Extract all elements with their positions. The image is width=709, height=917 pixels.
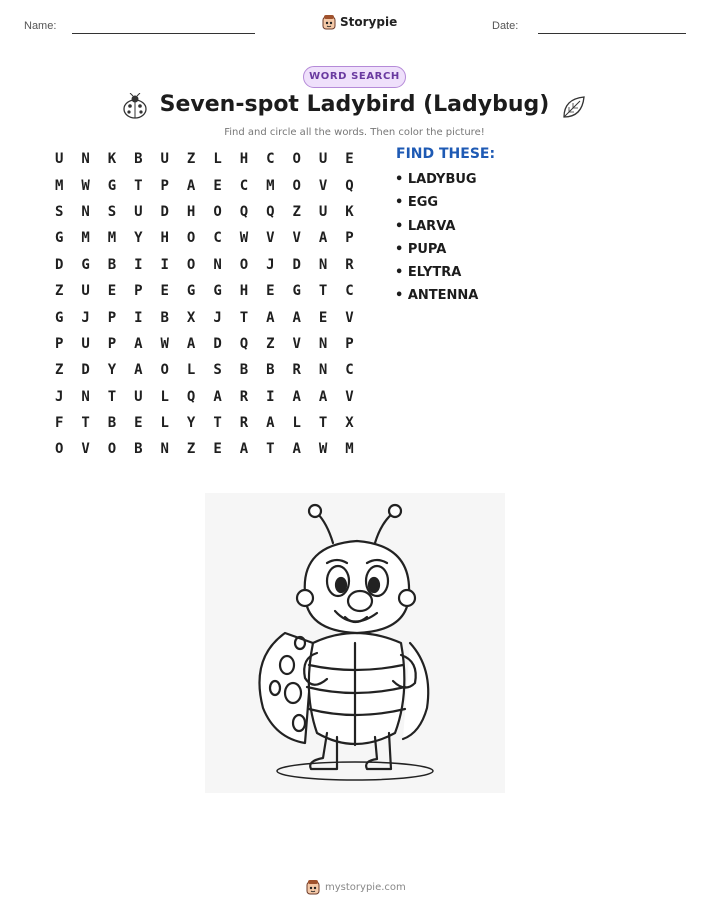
- grid-letter[interactable]: I: [134, 256, 143, 273]
- grid-letter[interactable]: Z: [54, 283, 64, 300]
- grid-letter[interactable]: Y: [107, 362, 117, 379]
- grid-letter[interactable]: N: [81, 203, 90, 220]
- grid-letter[interactable]: E: [107, 283, 117, 300]
- grid-letter[interactable]: C: [266, 151, 275, 168]
- grid-letter[interactable]: X: [186, 309, 196, 326]
- grid-letter[interactable]: R: [239, 388, 249, 405]
- grid-letter[interactable]: E: [213, 177, 222, 194]
- word-item: • EGG: [395, 195, 439, 211]
- grid-letter[interactable]: I: [266, 388, 275, 405]
- grid-letter[interactable]: A: [318, 230, 328, 247]
- date-label: Date:: [492, 20, 519, 32]
- grid-letter[interactable]: O: [186, 256, 196, 273]
- grid-letter[interactable]: S: [213, 362, 222, 379]
- grid-letter[interactable]: B: [239, 362, 249, 379]
- grid-letter[interactable]: G: [54, 230, 64, 247]
- grid-letter[interactable]: I: [160, 256, 169, 273]
- word-item: • LARVA: [395, 218, 456, 234]
- grid-letter[interactable]: O: [107, 441, 117, 458]
- grid-letter[interactable]: V: [318, 177, 328, 194]
- page-title: Seven-spot Ladybird (Ladybug): [159, 92, 550, 117]
- word-item: • ANTENNA: [395, 288, 479, 304]
- grid-letter[interactable]: N: [81, 388, 90, 405]
- grid-letter[interactable]: Z: [186, 151, 196, 168]
- grid-letter[interactable]: T: [239, 309, 249, 326]
- grid-letter[interactable]: H: [186, 203, 196, 220]
- grid-letter[interactable]: Q: [239, 335, 249, 352]
- storypie-mascot-icon: [306, 879, 320, 895]
- grid-letter[interactable]: B: [134, 441, 143, 458]
- grid-letter[interactable]: O: [186, 230, 196, 247]
- word-list: [395, 172, 478, 312]
- grid-letter[interactable]: P: [345, 230, 354, 247]
- grid-letter[interactable]: G: [292, 283, 301, 300]
- grid-letter[interactable]: B: [107, 256, 117, 273]
- grid-letter[interactable]: G: [213, 283, 222, 300]
- grid-letter[interactable]: B: [134, 151, 143, 168]
- grid-letter[interactable]: Z: [186, 441, 196, 458]
- grid-letter[interactable]: N: [318, 362, 328, 379]
- brand-name: Storypie: [340, 15, 398, 29]
- grid-letter[interactable]: M: [81, 230, 90, 247]
- leaf-icon: [560, 93, 588, 121]
- grid-letter[interactable]: T: [318, 283, 328, 300]
- grid-letter[interactable]: U: [81, 283, 90, 300]
- storypie-mascot-icon: [322, 14, 336, 30]
- grid-letter[interactable]: U: [318, 151, 328, 168]
- grid-letter[interactable]: Z: [292, 203, 301, 220]
- grid-letter[interactable]: Q: [345, 177, 354, 194]
- grid-letter[interactable]: P: [54, 335, 64, 352]
- grid-letter[interactable]: A: [239, 441, 249, 458]
- footer: [306, 879, 406, 895]
- word-item: • PUPA: [395, 241, 447, 257]
- grid-letter[interactable]: O: [292, 151, 301, 168]
- grid-letter[interactable]: T: [107, 388, 117, 405]
- footer-url[interactable]: mystorypie.com: [325, 881, 406, 893]
- grid-letter[interactable]: N: [160, 441, 169, 458]
- grid-letter[interactable]: W: [81, 177, 90, 194]
- grid-letter[interactable]: D: [292, 256, 301, 273]
- grid-letter[interactable]: E: [134, 415, 143, 432]
- grid-letter[interactable]: E: [318, 309, 328, 326]
- grid-letter[interactable]: J: [81, 309, 90, 326]
- grid-letter[interactable]: J: [266, 256, 275, 273]
- grid-letter[interactable]: N: [318, 335, 328, 352]
- word-search-badge: WORD SEARCH: [303, 66, 406, 88]
- grid-letter[interactable]: X: [345, 415, 354, 432]
- grid-letter[interactable]: O: [160, 362, 169, 379]
- grid-letter[interactable]: Z: [266, 335, 275, 352]
- grid-letter[interactable]: P: [345, 335, 354, 352]
- grid-letter[interactable]: E: [160, 283, 169, 300]
- grid-letter[interactable]: C: [345, 362, 354, 379]
- grid-letter[interactable]: C: [213, 230, 222, 247]
- grid-letter[interactable]: H: [160, 230, 169, 247]
- grid-letter[interactable]: O: [54, 441, 64, 458]
- grid-letter[interactable]: G: [81, 256, 90, 273]
- grid-letter[interactable]: L: [186, 362, 196, 379]
- grid-letter[interactable]: V: [292, 335, 301, 352]
- grid-letter[interactable]: M: [107, 230, 117, 247]
- grid-letter[interactable]: O: [213, 203, 222, 220]
- grid-letter[interactable]: E: [266, 283, 275, 300]
- grid-letter[interactable]: M: [266, 177, 275, 194]
- grid-letter[interactable]: A: [134, 362, 143, 379]
- grid-letter[interactable]: M: [54, 177, 64, 194]
- grid-letter[interactable]: T: [266, 441, 275, 458]
- grid-letter[interactable]: W: [160, 335, 169, 352]
- grid-letter[interactable]: P: [107, 309, 117, 326]
- grid-letter[interactable]: S: [107, 203, 117, 220]
- grid-letter[interactable]: J: [54, 388, 64, 405]
- grid-letter[interactable]: N: [81, 151, 90, 168]
- grid-letter[interactable]: V: [81, 441, 90, 458]
- name-label: Name:: [24, 20, 57, 32]
- grid-letter[interactable]: V: [345, 388, 354, 405]
- grid-letter[interactable]: L: [160, 388, 169, 405]
- grid-letter[interactable]: P: [160, 177, 169, 194]
- grid-letter[interactable]: T: [318, 415, 328, 432]
- grid-letter[interactable]: T: [81, 415, 90, 432]
- ladybug-illustration: [205, 493, 505, 793]
- grid-letter[interactable]: Q: [239, 203, 249, 220]
- grid-letter[interactable]: T: [134, 177, 143, 194]
- grid-letter[interactable]: V: [266, 230, 275, 247]
- grid-letter[interactable]: I: [134, 309, 143, 326]
- grid-letter[interactable]: G: [107, 177, 117, 194]
- grid-letter[interactable]: A: [186, 177, 196, 194]
- grid-letter[interactable]: A: [134, 335, 143, 352]
- grid-letter[interactable]: D: [54, 256, 64, 273]
- grid-letter[interactable]: A: [186, 335, 196, 352]
- grid-letter[interactable]: L: [160, 415, 169, 432]
- grid-letter[interactable]: K: [107, 151, 117, 168]
- grid-letter[interactable]: V: [345, 309, 354, 326]
- grid-letter[interactable]: L: [213, 151, 222, 168]
- grid-letter[interactable]: R: [292, 362, 301, 379]
- grid-letter[interactable]: U: [134, 203, 143, 220]
- grid-letter[interactable]: O: [239, 256, 249, 273]
- grid-letter[interactable]: L: [292, 415, 301, 432]
- grid-letter[interactable]: F: [54, 415, 64, 432]
- grid-letter[interactable]: A: [292, 388, 301, 405]
- grid-letter[interactable]: C: [345, 283, 354, 300]
- grid-letter[interactable]: U: [160, 151, 169, 168]
- word-item: • ELYTRA: [395, 265, 462, 281]
- grid-letter[interactable]: B: [160, 309, 169, 326]
- grid-letter[interactable]: O: [292, 177, 301, 194]
- grid-letter[interactable]: C: [239, 177, 249, 194]
- grid-letter[interactable]: H: [239, 283, 249, 300]
- grid-letter[interactable]: P: [107, 335, 117, 352]
- grid-letter[interactable]: B: [107, 415, 117, 432]
- grid-letter[interactable]: A: [292, 441, 301, 458]
- grid-letter[interactable]: Q: [266, 203, 275, 220]
- grid-letter[interactable]: N: [318, 256, 328, 273]
- grid-letter[interactable]: U: [54, 151, 64, 168]
- grid-letter[interactable]: W: [239, 230, 249, 247]
- instructions: Find and circle all the words. Then color the picture!: [224, 127, 485, 138]
- grid-letter[interactable]: D: [81, 362, 90, 379]
- grid-letter[interactable]: D: [160, 203, 169, 220]
- grid-letter[interactable]: K: [345, 203, 354, 220]
- grid-letter[interactable]: A: [213, 388, 222, 405]
- grid-letter[interactable]: Z: [54, 362, 64, 379]
- grid-letter[interactable]: E: [213, 441, 222, 458]
- grid-letter[interactable]: B: [266, 362, 275, 379]
- grid-letter[interactable]: U: [134, 388, 143, 405]
- grid-letter[interactable]: S: [54, 203, 64, 220]
- grid-letter[interactable]: T: [213, 415, 222, 432]
- grid-letter[interactable]: N: [213, 256, 222, 273]
- grid-letter[interactable]: A: [292, 309, 301, 326]
- grid-letter[interactable]: A: [318, 388, 328, 405]
- letter-grid[interactable]: [46, 146, 363, 463]
- grid-letter[interactable]: A: [266, 415, 275, 432]
- grid-letter[interactable]: P: [134, 283, 143, 300]
- grid-letter[interactable]: V: [292, 230, 301, 247]
- name-line[interactable]: [72, 33, 255, 34]
- date-line[interactable]: [538, 33, 686, 34]
- word-item: • LADYBUG: [395, 172, 477, 187]
- grid-letter[interactable]: Y: [186, 415, 196, 432]
- grid-letter[interactable]: H: [239, 151, 249, 168]
- find-these-heading: FIND THESE:: [396, 146, 496, 162]
- grid-letter[interactable]: G: [54, 309, 64, 326]
- ladybug-coloring-picture: [205, 493, 505, 793]
- grid-letter[interactable]: J: [213, 309, 222, 326]
- grid-letter[interactable]: A: [266, 309, 275, 326]
- grid-letter[interactable]: M: [345, 441, 354, 458]
- grid-letter[interactable]: D: [213, 335, 222, 352]
- grid-letter[interactable]: Q: [186, 388, 196, 405]
- grid-letter[interactable]: E: [345, 151, 354, 168]
- grid-letter[interactable]: U: [318, 203, 328, 220]
- grid-letter[interactable]: R: [345, 256, 354, 273]
- grid-letter[interactable]: U: [81, 335, 90, 352]
- grid-letter[interactable]: W: [318, 441, 328, 458]
- grid-letter[interactable]: G: [186, 283, 196, 300]
- grid-letter[interactable]: Y: [134, 230, 143, 247]
- grid-letter[interactable]: R: [239, 415, 249, 432]
- brand-logo: [322, 14, 397, 30]
